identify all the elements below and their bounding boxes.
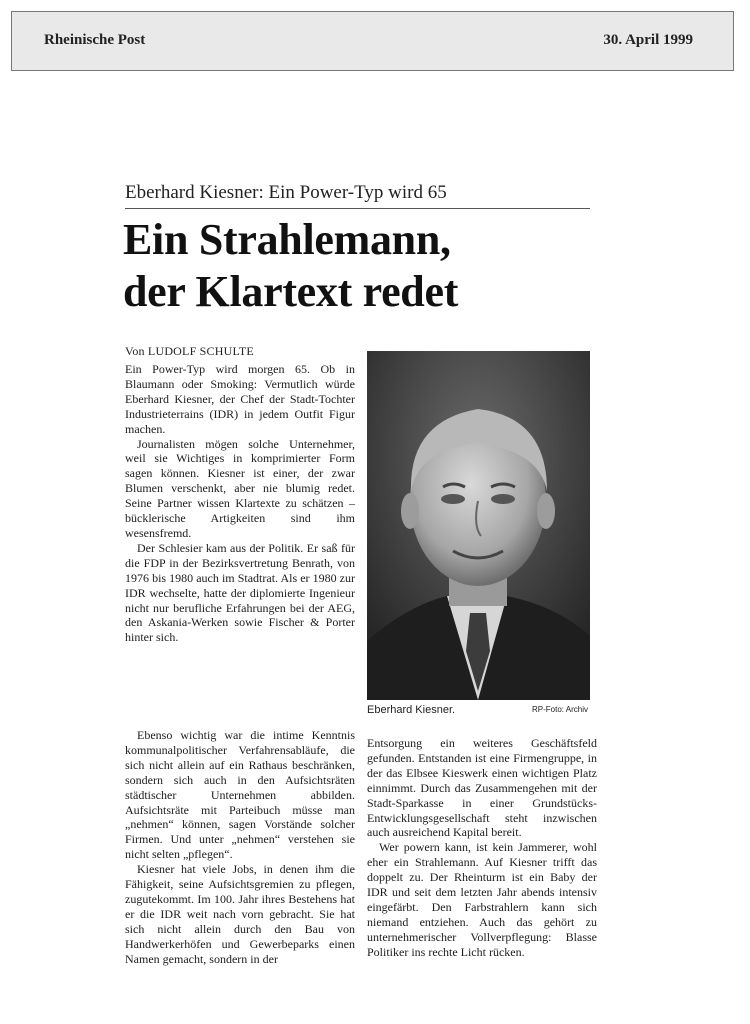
article-kicker: Eberhard Kiesner: Ein Power-Typ wird 65 (125, 181, 590, 209)
article-headline (123, 214, 593, 318)
paragraph-1: Ein Power-Typ wird morgen 65. Ob in Blaumann oder Smoking: Vermutlich würde Eberhard Kiesner, der Chef der Stadt-Tochter Industrieterrains (IDR) in jedem Outfit Figur machen. (125, 362, 355, 436)
article-column-1 (125, 362, 355, 722)
portrait-illustration (367, 351, 590, 700)
paragraph-5: Kiesner hat viele Jobs, in denen ihm die Fähigkeit, seine Aufsichtsgremien zu pflegen, zugutekommt. Im 100. Jahr ihres Bestehens hat er die IDR weit nach vorn gebracht. Sie hat sich nicht allein durch den Bau von Handwerkerhöfen und Gewerbeparks einen Namen gemacht, sondern in der (125, 862, 355, 966)
article-byline: Von LUDOLF SCHULTE (125, 344, 254, 358)
masthead-bar (11, 11, 734, 71)
photo-credit: RP-Foto: Archiv (531, 705, 588, 714)
paragraph-2: Journalisten mögen solche Unternehmer, weil sie Wichtiges in komprimierter Form sagen können. Kiesner ist einer, der zwar Blumen verschenkt, aber nie blumig redet. Seine Partner wissen Klartexte zu schätzen – bücklerische Artigkeiten sind ihm wesensfremd. (125, 436, 355, 540)
paragraph-6: Entsorgung ein weiteres Geschäftsfeld gefunden. Entstanden ist eine Firmengruppe, in der das Elbsee Kieswerk einen wichtigen Platz einnimmt. Durch das Zusammengehen mit der Stadt-Sparkasse in einer Grundstücks-Entwicklungsgesellschaft steht inzwischen auch ausreichend Kapital bereit. (367, 736, 597, 840)
headline-line-1: Ein Strahlemann, (123, 215, 451, 264)
portrait-photo (367, 351, 590, 700)
headline-line-2: der Klartext redet (123, 267, 459, 316)
article-column-3 (367, 736, 597, 1021)
article-column-2 (125, 728, 355, 1018)
paragraph-7: Wer powern kann, ist kein Jammerer, wohl eher ein Strahlemann. Auf Kiesner trifft das doppelt zu. Der Rheinturm ist ein Baby der IDR und seit dem letzten Jahr abends intensiv eingefärbt. Den Farbstrahlern kann sich niemand entziehen. Auch das gehört zu unternehmerischer Vollverpflegung: Blasse Politiker ins rechte Licht rücken. (367, 840, 597, 959)
photo-caption-row (367, 704, 590, 716)
photo-caption: Eberhard Kiesner. (367, 704, 456, 716)
publication-name: Rheinische Post (44, 32, 146, 48)
publication-date: 30. April 1999 (603, 32, 693, 48)
paragraph-3: Der Schlesier kam aus der Politik. Er saß für die FDP in der Bezirksvertretung Benrath, von 1976 bis 1980 auch im Stadtrat. Als er 1980 zur IDR wechselte, hatte der diplomierte Ingenieur nicht nur berufliche Erfahrungen bei der AEG, den Askania-Werken sowie Fischer & Porter hinter sich. (125, 540, 355, 645)
paragraph-4: Ebenso wichtig war die intime Kenntnis kommunalpolitischer Verfahrensabläufe, die sich nicht allein auf ein Rathaus beschränken, sondern sich auch in den Aufsichtsräten städtischer Unternehmen abbilden. Aufsichtsräte mit Parteibuch müsse man „nehmen“ können, sagen Vorstände solcher Firmen. Und unter „nehmen“ verstehen sie nicht selten „pflegen“. (125, 728, 355, 862)
